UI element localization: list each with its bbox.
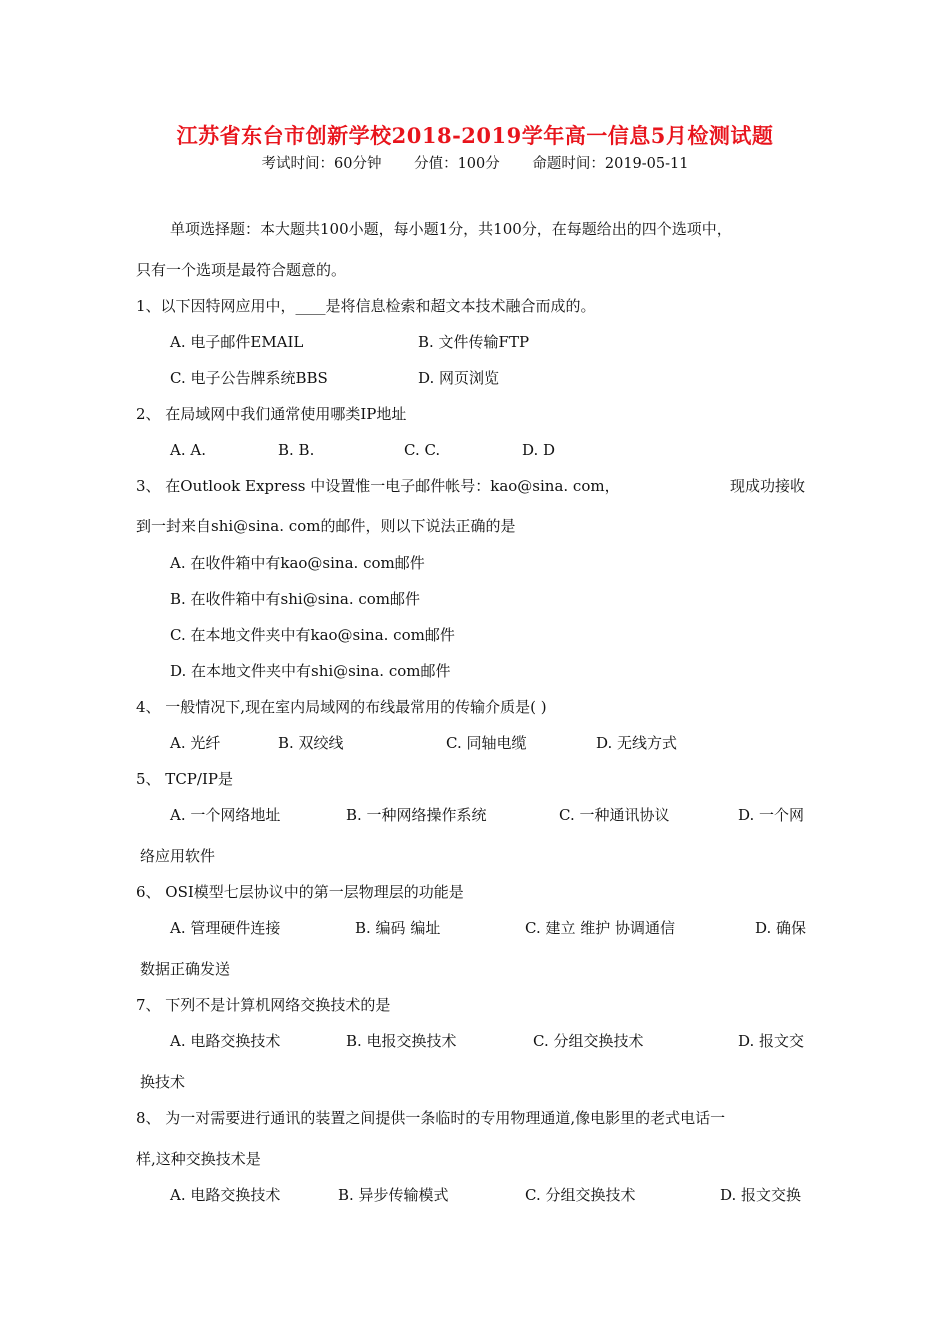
question-2-stem: 2、 在局域网中我们通常使用哪类IP地址 — [136, 405, 407, 423]
question-3-option-a: A. 在收件箱中有kao@sina. com邮件 — [170, 554, 425, 572]
question-8-option-c: C. 分组交换技术 — [525, 1186, 636, 1204]
question-2-option-c: C. C. — [404, 441, 441, 459]
question-3-option-c: C. 在本地文件夹中有kao@sina. com邮件 — [170, 626, 455, 644]
question-6-option-b: B. 编码 编址 — [355, 919, 441, 937]
question-1-option-d: D. 网页浏览 — [418, 369, 500, 387]
question-8-option-d: D. 报文交换 — [720, 1186, 802, 1204]
question-6-option-a: A. 管理硬件连接 — [170, 919, 281, 937]
question-6-option-d: D. 确保 — [755, 919, 807, 937]
question-7-option-a: A. 电路交换技术 — [170, 1032, 281, 1050]
question-4-option-b: B. 双绞线 — [278, 734, 344, 752]
question-4-stem: 4、 一般情况下,现在室内局域网的布线最常用的传输介质是( ) — [136, 698, 547, 716]
question-8-stem-2: 样,这种交换技术是 — [136, 1150, 261, 1168]
question-1-option-b: B. 文件传输FTP — [418, 333, 530, 351]
question-3-option-b: B. 在收件箱中有shi@sina. com邮件 — [170, 590, 421, 608]
question-1-option-a: A. 电子邮件EMAIL — [170, 333, 304, 351]
exam-date: 命题时间：2019-05-11 — [532, 156, 689, 172]
question-6-stem: 6、 OSI模型七层协议中的第一层物理层的功能是 — [136, 883, 464, 901]
question-4-option-c: C. 同轴电缆 — [446, 734, 527, 752]
intro-line-1: 单项选择题：本大题共100小题，每小题1分，共100分，在每题给出的四个选项中， — [170, 220, 732, 238]
question-3-stem-end: 现成功接收 — [730, 477, 806, 495]
question-5-option-d: D. 一个网 — [738, 806, 805, 824]
question-2-option-a: A. A. — [170, 441, 206, 459]
exam-score: 分值：100分 — [414, 156, 500, 172]
question-1-option-c: C. 电子公告牌系统BBS — [170, 369, 328, 387]
question-2-option-d: D. D — [522, 441, 556, 459]
question-7-option-d: D. 报文交 — [738, 1032, 805, 1050]
question-4-option-a: A. 光纤 — [170, 734, 221, 752]
question-8-stem: 8、 为一对需要进行通讯的装置之间提供一条临时的专用物理通道,像电影里的老式电话一 — [136, 1109, 726, 1127]
question-5-option-c: C. 一种通讯协议 — [559, 806, 670, 824]
question-1-stem: 1、以下因特网应用中，____是将信息检索和超文本技术融合而成的。 — [136, 297, 596, 315]
question-5-stem: 5、 TCP/IP是 — [136, 770, 233, 788]
intro-line-2: 只有一个选项是最符合题意的。 — [136, 261, 347, 279]
question-3-stem-2: 到一封来自shi@sina. com的邮件，则以下说法正确的是 — [136, 517, 516, 535]
question-8-option-a: A. 电路交换技术 — [170, 1186, 281, 1204]
question-3-stem: 3、 在Outlook Express 中设置惟一电子邮件帐号：kao@sina. com， — [136, 477, 620, 495]
exam-time: 考试时间：60分钟 — [261, 156, 382, 172]
question-7-option-b: B. 电报交换技术 — [346, 1032, 457, 1050]
question-7-stem: 7、 下列不是计算机网络交换技术的是 — [136, 996, 391, 1014]
question-7-option-c: C. 分组交换技术 — [533, 1032, 644, 1050]
question-6-option-c: C. 建立 维护 协调通信 — [525, 919, 676, 937]
question-7-continuation: 换技术 — [140, 1073, 186, 1091]
question-3-option-d: D. 在本地文件夹中有shi@sina. com邮件 — [170, 662, 451, 680]
question-5-continuation: 络应用软件 — [140, 847, 216, 865]
question-2-option-b: B. B. — [278, 441, 315, 459]
exam-title: 江苏省东台市创新学校2018-2019学年高一信息5月检测试题 — [176, 123, 774, 148]
question-4-option-d: D. 无线方式 — [596, 734, 678, 752]
question-6-continuation: 数据正确发送 — [140, 960, 231, 978]
question-5-option-a: A. 一个网络地址 — [170, 806, 281, 824]
question-8-option-b: B. 异步传输模式 — [338, 1186, 449, 1204]
question-5-option-b: B. 一种网络操作系统 — [346, 806, 487, 824]
exam-meta — [0, 152, 950, 173]
